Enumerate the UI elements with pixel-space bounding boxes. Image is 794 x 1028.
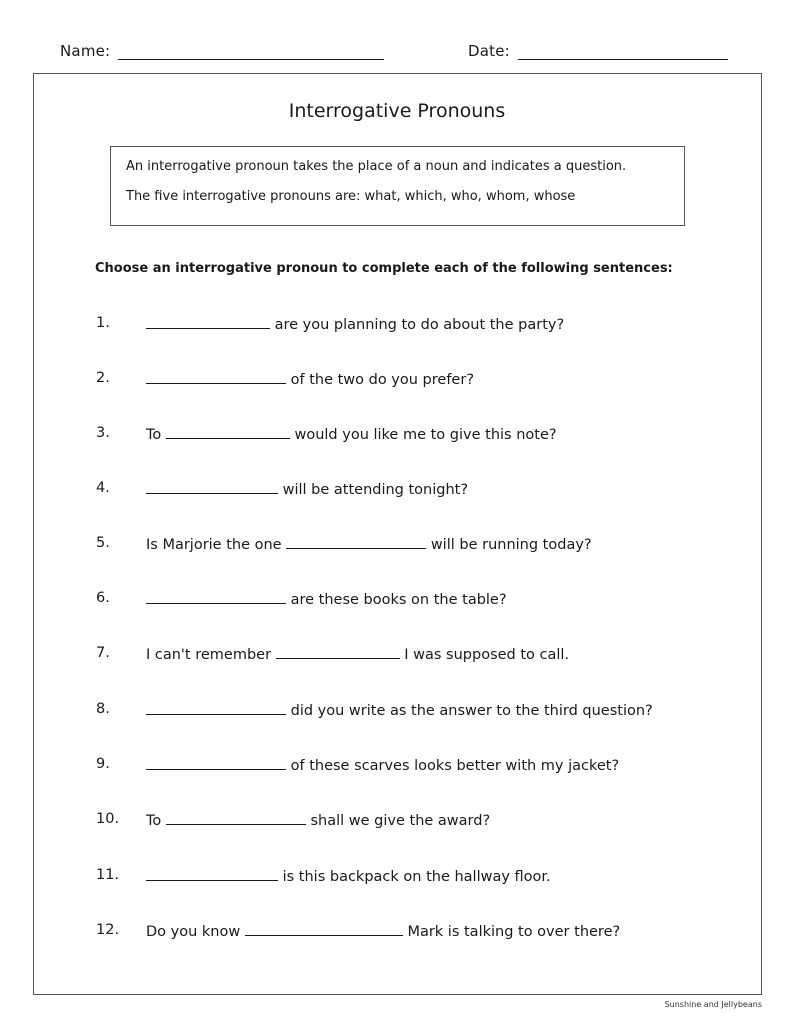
question-text-before: Do you know xyxy=(146,924,241,940)
date-line[interactable] xyxy=(518,44,728,60)
question-text-after: did you write as the answer to the third question? xyxy=(290,703,653,719)
answer-blank[interactable] xyxy=(276,643,400,659)
answer-blank[interactable] xyxy=(166,809,306,825)
question-text-after: Mark is talking to over there? xyxy=(407,924,621,940)
question-number: 2. xyxy=(96,370,110,386)
question-text-after: of these scarves looks better with my jacket? xyxy=(290,758,620,774)
info-box xyxy=(110,146,685,226)
footer-credit: Sunshine and Jellybeans xyxy=(664,1000,762,1009)
question-number: 8. xyxy=(96,701,110,717)
question-text-before: I can't remember xyxy=(146,647,272,663)
question-text-after: of the two do you prefer? xyxy=(290,372,475,388)
answer-blank[interactable] xyxy=(146,368,286,384)
answer-blank[interactable] xyxy=(146,588,286,604)
pronoun-list-text: The five interrogative pronouns are: what, which, who, whom, whose xyxy=(126,189,576,204)
answer-blank[interactable] xyxy=(245,920,403,936)
question-text-before: To xyxy=(146,427,162,443)
answer-blank[interactable] xyxy=(146,754,286,770)
question-text-after: are you planning to do about the party? xyxy=(274,317,565,333)
question-number: 4. xyxy=(96,480,110,496)
question-text-after: shall we give the award? xyxy=(310,813,491,829)
question-text-after: will be running today? xyxy=(430,537,592,553)
instructions: Choose an interrogative pronoun to complete each of the following sentences: xyxy=(95,261,673,276)
question-number: 7. xyxy=(96,645,110,661)
name-label: Name: xyxy=(60,42,111,60)
name-line[interactable] xyxy=(118,44,384,60)
question-text-after: will be attending tonight? xyxy=(282,482,469,498)
worksheet-title: Interrogative Pronouns xyxy=(288,100,506,122)
answer-blank[interactable] xyxy=(146,313,270,329)
answer-blank[interactable] xyxy=(166,423,290,439)
question-number: 11. xyxy=(96,867,120,883)
question-text-before: Is Marjorie the one xyxy=(146,537,282,553)
question-number: 9. xyxy=(96,756,110,772)
answer-blank[interactable] xyxy=(146,865,278,881)
answer-blank[interactable] xyxy=(146,478,278,494)
question-text-after: are these books on the table? xyxy=(290,592,507,608)
question-number: 1. xyxy=(96,315,110,331)
question-number: 5. xyxy=(96,535,110,551)
question-text-after: is this backpack on the hallway floor. xyxy=(282,869,551,885)
question-text-after: would you like me to give this note? xyxy=(294,427,557,443)
date-field[interactable] xyxy=(468,42,728,60)
question-number: 10. xyxy=(96,811,120,827)
answer-blank[interactable] xyxy=(286,533,426,549)
date-label: Date: xyxy=(468,42,510,60)
question-number: 12. xyxy=(96,922,120,938)
answer-blank[interactable] xyxy=(146,699,286,715)
question-text-after: I was supposed to call. xyxy=(404,647,570,663)
question-text-before: To xyxy=(146,813,162,829)
question-number: 3. xyxy=(96,425,110,441)
question-number: 6. xyxy=(96,590,110,606)
definition-text: An interrogative pronoun takes the place of a noun and indicates a question. xyxy=(126,159,627,174)
name-field[interactable] xyxy=(60,42,384,60)
